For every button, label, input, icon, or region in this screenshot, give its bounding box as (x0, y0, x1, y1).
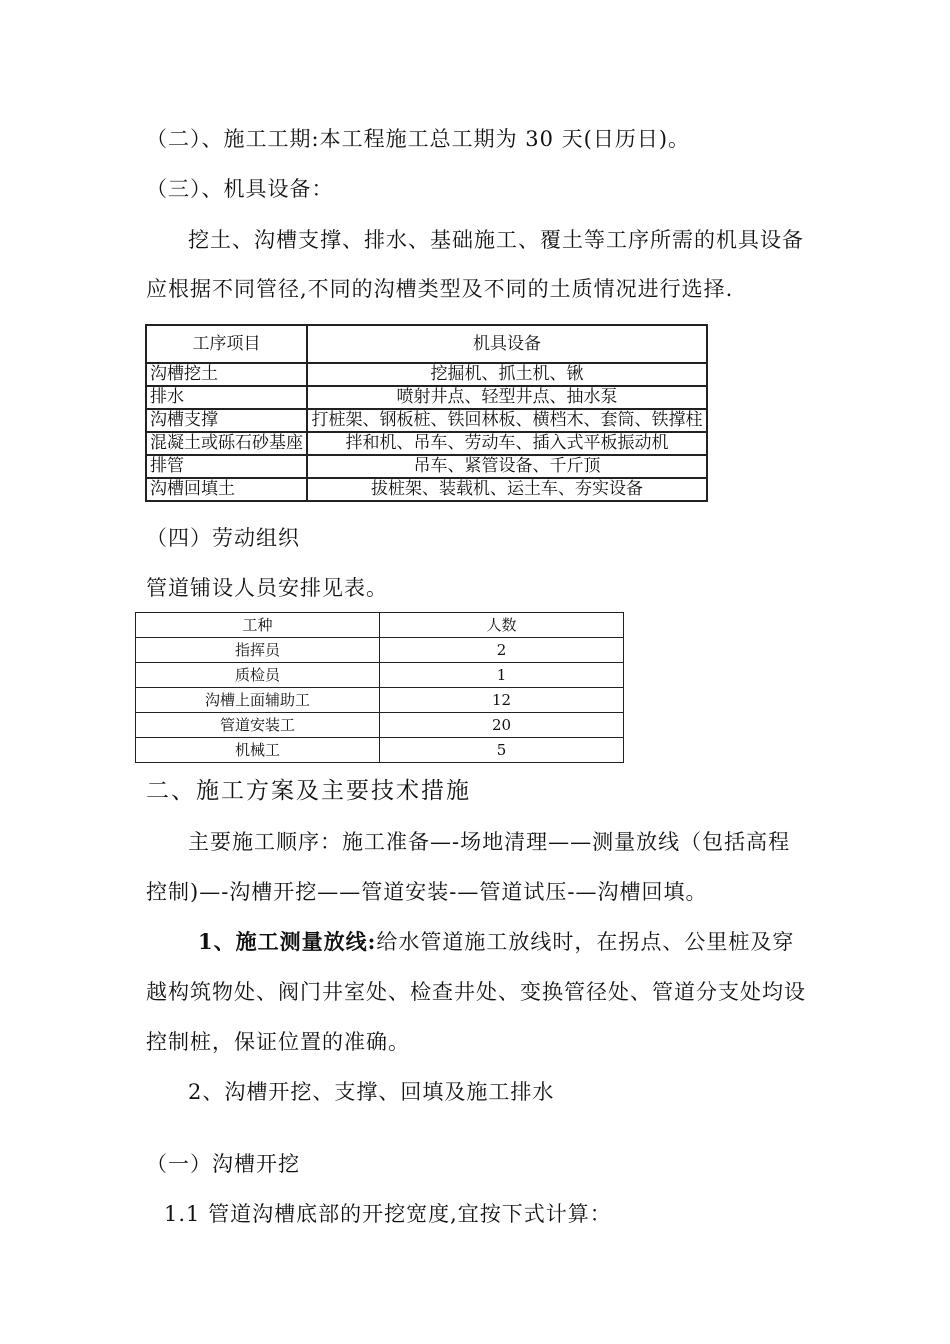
survey-bold-label: 1、施工测量放线: (198, 929, 377, 954)
table-cell: 指挥员 (136, 638, 380, 663)
table-cell: 喷射井点、轻型井点、抽水泵 (307, 386, 707, 409)
paragraph-sequence-1: 主要施工顺序：施工准备—-场地清理——测量放线（包括高程 (188, 830, 791, 854)
table-row (146, 363, 707, 386)
table-row (146, 409, 707, 432)
table-cell: 管道安装工 (136, 713, 380, 738)
table-cell: 排水 (146, 386, 307, 409)
paragraph-trench-heading: 2、沟槽开挖、支撑、回填及施工排水 (188, 1080, 555, 1104)
table-header-cell: 工序项目 (146, 325, 307, 363)
table-header-row (136, 613, 624, 638)
paragraph-survey-3: 控制桩，保证位置的准确。 (146, 1030, 410, 1054)
labor-table (135, 612, 624, 763)
paragraph-equipment-text-2: 应根据不同管径,不同的沟槽类型及不同的土质情况进行选择. (146, 277, 734, 301)
table-row (146, 386, 707, 409)
paragraph-labor-text: 管道铺设人员安排见表。 (146, 576, 388, 600)
table-cell: 5 (380, 738, 624, 763)
paragraph-excavation-heading: （一）沟槽开挖 (146, 1152, 300, 1176)
table-cell: 12 (380, 688, 624, 713)
paragraph-schedule: （二）、施工工期:本工程施工总工期为 30 天(日历日)。 (146, 127, 691, 151)
table-cell: 混凝土或砾石砂基座 (146, 432, 307, 455)
table-row (136, 663, 624, 688)
paragraph-survey-1 (198, 926, 794, 956)
table-cell: 机械工 (136, 738, 380, 763)
table-cell: 沟槽支撑 (146, 409, 307, 432)
paragraph-equipment-text-1: 挖土、沟槽支撑、排水、基础施工、覆土等工序所需的机具设备 (188, 228, 804, 252)
survey-text: 给水管道施工放线时，在拐点、公里桩及穿 (376, 930, 795, 954)
paragraph-survey-2: 越构筑物处、阀门井室处、检查井处、变换管径处、管道分支处均设 (146, 980, 806, 1004)
equipment-table (145, 324, 708, 502)
table-cell: 沟槽上面辅助工 (136, 688, 380, 713)
paragraph-equipment-heading: （三）、机具设备： (146, 177, 334, 201)
table-cell: 排管 (146, 455, 307, 478)
paragraph-labor-heading: （四）劳动组织 (146, 526, 300, 550)
table-cell: 质检员 (136, 663, 380, 688)
table-cell: 拌和机、吊车、劳动车、插入式平板振动机 (307, 432, 707, 455)
table-row (146, 432, 707, 455)
table-cell: 1 (380, 663, 624, 688)
table-cell: 打桩架、钢板桩、铁回林板、横档木、套筒、铁撑柱 (307, 409, 707, 432)
table-header-cell: 机具设备 (307, 325, 707, 363)
table-cell: 吊车、紧管设备、千斤顶 (307, 455, 707, 478)
table-row (146, 478, 707, 501)
table-header-cell: 工种 (136, 613, 380, 638)
table-row (136, 713, 624, 738)
table-cell: 拔桩架、装载机、运土车、夯实设备 (307, 478, 707, 501)
table-cell: 20 (380, 713, 624, 738)
table-header-cell: 人数 (380, 613, 624, 638)
paragraph-excavation-width: 1.1 管道沟槽底部的开挖宽度,宜按下式计算： (164, 1202, 612, 1226)
table-cell: 挖掘机、抓土机、锹 (307, 363, 707, 386)
table-row (136, 738, 624, 763)
table-cell: 沟槽回填土 (146, 478, 307, 501)
table-row (136, 688, 624, 713)
table-cell: 沟槽挖土 (146, 363, 307, 386)
table-cell: 2 (380, 638, 624, 663)
table-header-row (146, 325, 707, 363)
table-row (146, 455, 707, 478)
table-row (136, 638, 624, 663)
paragraph-sequence-2: 控制)—-沟槽开挖——管道安装-—管道试压-—沟槽回填。 (146, 880, 708, 904)
section-heading: 二、施工方案及主要技术措施 (146, 778, 471, 804)
